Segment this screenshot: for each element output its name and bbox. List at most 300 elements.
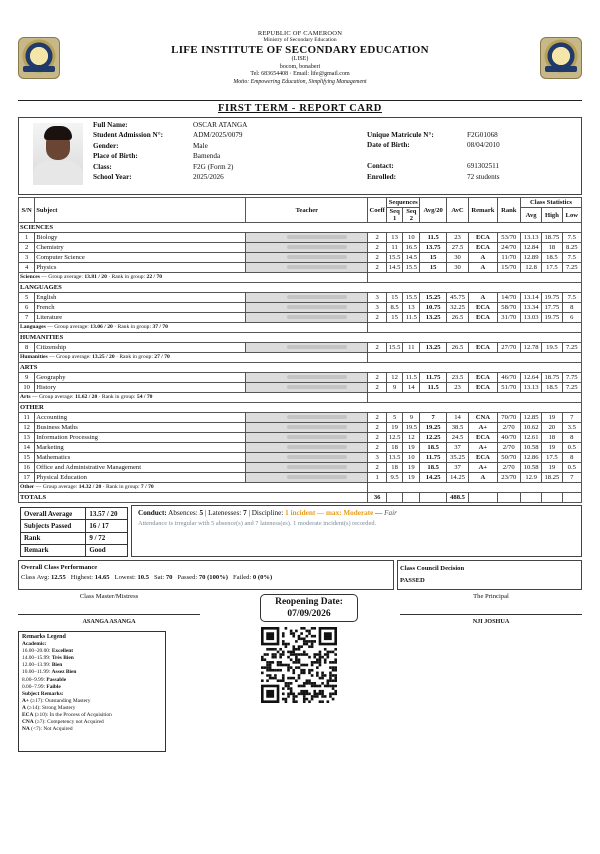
- class-high: 18: [542, 433, 562, 443]
- rank: 70/70: [497, 413, 520, 423]
- remark: ECA: [469, 453, 497, 463]
- rank: 2/70: [497, 423, 520, 433]
- seq1: 9.5: [386, 473, 402, 483]
- student-left-row: [93, 172, 247, 182]
- class-high: 18.75: [542, 373, 562, 383]
- legend-academic-item: 8.00–9.99: Passable: [22, 676, 67, 683]
- avg20: 11.5: [420, 233, 446, 243]
- sn: 17: [19, 473, 35, 483]
- class-avg: 13.13: [520, 233, 541, 243]
- seq2: 16.5: [403, 243, 420, 253]
- coeff: 1: [368, 473, 387, 483]
- rank: 31/70: [497, 313, 520, 323]
- col-seq2: Seq 2: [403, 208, 420, 223]
- teacher-name-redacted: [246, 313, 368, 323]
- legend-subject-title: Subject Remarks:: [22, 690, 64, 697]
- teacher-name-redacted: [246, 443, 368, 453]
- avc: 14: [446, 413, 468, 423]
- seq2: 19: [403, 463, 420, 473]
- seq2: 19: [403, 473, 420, 483]
- group-average-value: 13.81 / 20: [84, 274, 107, 280]
- col-sn: S/N: [19, 198, 35, 223]
- sn: 13: [19, 433, 35, 443]
- coeff: 2: [368, 423, 387, 433]
- subject-name: Office and Administrative Management: [35, 463, 246, 473]
- class-high-value: 14.65: [94, 574, 110, 581]
- class-high: 17.75: [542, 303, 562, 313]
- seq1: 15.5: [386, 343, 402, 353]
- summary-value: 16 / 17: [86, 520, 128, 532]
- col-rank: Rank: [497, 198, 520, 223]
- sn: 14: [19, 443, 35, 453]
- avc: 35.25: [446, 453, 468, 463]
- report-title: FIRST TERM - REPORT CARD: [218, 103, 382, 114]
- student-right-row: [367, 151, 500, 161]
- group-rank-value: 27 / 70: [154, 354, 170, 360]
- school-logo-left: [18, 37, 60, 79]
- subject-row: [19, 463, 582, 473]
- principal-name: NJI JOSHUA: [472, 618, 510, 625]
- legend-subject-item: A+ (≥17): Outstanding Mastery: [22, 697, 91, 704]
- subject-row: [19, 303, 582, 313]
- subject-name: Geography: [35, 373, 246, 383]
- group-summary-label: Arts: [20, 394, 31, 400]
- summary-row: [21, 508, 128, 520]
- rank: 2/70: [497, 443, 520, 453]
- col-stat-low: Low: [562, 208, 581, 223]
- remark: ECA: [469, 233, 497, 243]
- student-left-value: ADM/2025/0079: [193, 131, 243, 140]
- avg20: 7: [420, 413, 446, 423]
- principal-title: The Principal: [473, 593, 509, 600]
- class-low: 7.5: [562, 293, 581, 303]
- seq1: 5: [386, 413, 402, 423]
- summary-key: Rank: [21, 532, 86, 544]
- seq1: 19: [386, 423, 402, 433]
- class-low: 7.25: [562, 263, 581, 273]
- seq1: 18: [386, 463, 402, 473]
- group-summary-row: [19, 273, 582, 283]
- class-low: 7.5: [562, 253, 581, 263]
- group-name: LANGUAGES: [19, 283, 582, 293]
- avg20: 10.75: [420, 303, 446, 313]
- teacher-name-redacted: [246, 303, 368, 313]
- class-avg: 12.61: [520, 433, 541, 443]
- class-avg: 10.58: [520, 463, 541, 473]
- avg20: 11.75: [420, 453, 446, 463]
- seq1: 11: [386, 243, 402, 253]
- class-low: 7.25: [562, 383, 581, 393]
- sn: 11: [19, 413, 35, 423]
- subject-row: [19, 343, 582, 353]
- subject-name: Physical Education: [35, 473, 246, 483]
- rank: 40/70: [497, 433, 520, 443]
- class-performance-title: Overall Class Performance: [21, 564, 98, 571]
- group-header-row: [19, 333, 582, 343]
- remark: A+: [469, 443, 497, 453]
- coeff: 2: [368, 373, 387, 383]
- student-left-row: [93, 141, 247, 151]
- republic-text: REPUBLIC OF CAMEROON: [257, 30, 343, 37]
- subject-row: [19, 413, 582, 423]
- student-left-row: [93, 162, 247, 172]
- class-low: 0.5: [562, 463, 581, 473]
- class-master-title: Class Master/Mistress: [79, 593, 139, 600]
- class-avg: 13.34: [520, 303, 541, 313]
- student-left-key: Class:: [93, 162, 112, 171]
- student-right-row: [367, 130, 500, 140]
- class-avg: 12.84: [520, 243, 541, 253]
- class-master-signature: [18, 593, 200, 625]
- subject-row: [19, 443, 582, 453]
- seq2: 12: [403, 433, 420, 443]
- seq2: 19: [403, 443, 420, 453]
- teacher-name-redacted: [246, 243, 368, 253]
- subject-name: Biology: [35, 233, 246, 243]
- remark: ECA: [469, 303, 497, 313]
- reopening-date: 07/09/2026: [287, 609, 331, 619]
- group-average-value: 11.62 / 20: [75, 394, 98, 400]
- coeff: 2: [368, 243, 387, 253]
- seq1: 8.5: [386, 303, 402, 313]
- sn: 5: [19, 293, 35, 303]
- class-council-box: [397, 560, 582, 590]
- sn: 16: [19, 463, 35, 473]
- seq1: 13: [386, 233, 402, 243]
- seq1: 15.5: [386, 253, 402, 263]
- summary-row: [21, 544, 128, 556]
- class-avg: 12.78: [520, 343, 541, 353]
- class-avg: 10.58: [520, 443, 541, 453]
- group-summary: Other — Group average: 14.32 / 20 · Rank in group: 7 / 70: [19, 483, 368, 493]
- student-right-key: Unique Matricule N°:: [367, 131, 434, 139]
- student-right-value: F2G01068: [467, 131, 498, 139]
- subject-name: Chemistry: [35, 243, 246, 253]
- subject-name: Computer Science: [35, 253, 246, 263]
- attendance-note: Attendance is irregular with 5 absence(s) and 7 lateness(es). 1 moderate incident(s) recorded.: [138, 520, 377, 527]
- avc: 27.5: [446, 243, 468, 253]
- remark: A: [469, 253, 497, 263]
- coeff: 2: [368, 253, 387, 263]
- legend-title: Remarks Legend: [22, 634, 66, 640]
- class-avg: 12.89: [520, 253, 541, 263]
- avc: 37: [446, 463, 468, 473]
- totals-avc: 488.5: [446, 493, 468, 503]
- rank: 2/70: [497, 463, 520, 473]
- class-avg: 12.85: [520, 413, 541, 423]
- school-name: LIFE INSTITUTE OF SECONDARY EDUCATION: [171, 44, 429, 56]
- rank: 53/70: [497, 233, 520, 243]
- reopening-label: Reopening Date:: [275, 597, 343, 607]
- class-master-name: ASANGA ASANGA: [82, 618, 136, 625]
- class-high: 19: [542, 413, 562, 423]
- teacher-name-redacted: [246, 233, 368, 243]
- avg20: 13.75: [420, 243, 446, 253]
- subject-name: English: [35, 293, 246, 303]
- sn: 8: [19, 343, 35, 353]
- class-low: 7: [562, 413, 581, 423]
- student-left-row: [93, 130, 247, 140]
- teacher-name-redacted: [246, 463, 368, 473]
- student-left-key: Place of Birth:: [93, 152, 138, 161]
- coeff: 2: [368, 263, 387, 273]
- group-rank-value: 37 / 70: [152, 324, 168, 330]
- group-average-value: 14.32 / 20: [78, 484, 102, 490]
- group-name: SCIENCES: [19, 223, 582, 233]
- group-name: OTHER: [19, 403, 582, 413]
- sn: 12: [19, 423, 35, 433]
- seq1: 12: [386, 373, 402, 383]
- class-avg: 12.64: [520, 373, 541, 383]
- avg20: 15: [420, 253, 446, 263]
- subject-row: [19, 433, 582, 443]
- remark: A: [469, 473, 497, 483]
- class-high: 19.75: [542, 313, 562, 323]
- remarks-legend: [18, 631, 166, 752]
- coeff: 3: [368, 453, 387, 463]
- school-logo-right: [540, 37, 582, 79]
- group-summary: Humanities — Group average: 13.25 / 20 · Rank in group: 27 / 70: [19, 353, 368, 363]
- legend-academic-item: 10.00–11.99: Assez Bien: [22, 669, 77, 676]
- class-sat-value: 70: [165, 574, 173, 581]
- signature-section: [18, 593, 582, 771]
- coeff: 2: [368, 443, 387, 453]
- student-left-key: Full Name:: [93, 121, 128, 129]
- rank: 27/70: [497, 343, 520, 353]
- seq2: 11.5: [403, 313, 420, 323]
- class-low: 8: [562, 303, 581, 313]
- coeff: 2: [368, 433, 387, 443]
- class-high: 17.5: [542, 263, 562, 273]
- student-right-value: 691302511: [467, 162, 500, 171]
- council-title: Class Council Decision: [400, 565, 465, 572]
- coeff: 2: [368, 463, 387, 473]
- avg20: 18.5: [420, 463, 446, 473]
- group-header-row: [19, 403, 582, 413]
- class-avg: 12.86: [520, 453, 541, 463]
- class-avg: 13.14: [520, 293, 541, 303]
- group-rank-value: 54 / 70: [136, 394, 153, 400]
- class-high: 19: [542, 443, 562, 453]
- legend-academic-item: 12.00–13.99: Bien: [22, 662, 63, 669]
- sn: 3: [19, 253, 35, 263]
- avg20: 13.25: [420, 343, 446, 353]
- seq2: 14: [403, 383, 420, 393]
- seq1: 12.5: [386, 433, 402, 443]
- subject-name: Information Processing: [35, 433, 246, 443]
- legend-subject-item: A (≥14): Strong Mastery: [22, 704, 76, 711]
- legend-subject-item: CNA (≥7): Competency not Acquired: [22, 719, 104, 726]
- conduct-label: Conduct:: [138, 509, 167, 517]
- class-low-value: 10.5: [137, 574, 149, 581]
- coeff: 3: [368, 293, 387, 303]
- seq1: 14.5: [386, 263, 402, 273]
- sn: 1: [19, 233, 35, 243]
- lateness-label: Latenesses:: [208, 509, 242, 517]
- council-decision: PASSED: [400, 577, 425, 584]
- school-motto: Motto: Empowering Education, Simplifying Management: [233, 78, 367, 85]
- class-high: 18.75: [542, 233, 562, 243]
- seq1: 18: [386, 443, 402, 453]
- subject-name: Citizenship: [35, 343, 246, 353]
- school-header: [18, 30, 582, 98]
- seq2: 13: [403, 303, 420, 313]
- class-performance-line: Class Avg: 12.55 Highest: 14.65 Lowest: 10.5 Sat: 70 Passed: 70 (100%) Failed: 0 (0%): [21, 574, 273, 581]
- class-high: 18.5: [542, 383, 562, 393]
- rank: 50/70: [497, 453, 520, 463]
- remark: A: [469, 263, 497, 273]
- teacher-name-redacted: [246, 383, 368, 393]
- avg20: 15: [420, 263, 446, 273]
- rank: 46/70: [497, 373, 520, 383]
- coeff: 2: [368, 343, 387, 353]
- subject-name: Physics: [35, 263, 246, 273]
- seq1: 9: [386, 383, 402, 393]
- sn: 7: [19, 313, 35, 323]
- incident-value: 1 incident — max: Moderate: [285, 509, 374, 517]
- sn: 6: [19, 303, 35, 313]
- remark: ECA: [469, 243, 497, 253]
- teacher-name-redacted: [246, 373, 368, 383]
- summary-value: Good: [86, 544, 128, 556]
- subject-name: Business Maths: [35, 423, 246, 433]
- remark: ECA: [469, 373, 497, 383]
- student-details-left: [93, 120, 247, 182]
- seq1: 15: [386, 313, 402, 323]
- avc: 32.25: [446, 303, 468, 313]
- student-left-value: 2025/2026: [193, 173, 224, 182]
- student-left-value: OSCAR ATANGA: [193, 121, 248, 129]
- subject-row: [19, 293, 582, 303]
- remark: ECA: [469, 433, 497, 443]
- subject-row: [19, 313, 582, 323]
- group-summary: Languages — Group average: 13.06 / 20 · Rank in group: 37 / 70: [19, 323, 368, 333]
- avc: 14.25: [446, 473, 468, 483]
- absences-label: Absences:: [168, 509, 198, 517]
- class-avg: 12.9: [520, 473, 541, 483]
- subject-row: [19, 453, 582, 463]
- col-remark: Remark: [469, 198, 497, 223]
- group-summary-label: Humanities: [20, 354, 48, 360]
- rank: 23/70: [497, 473, 520, 483]
- group-rank-value: 22 / 70: [146, 274, 163, 280]
- sn: 10: [19, 383, 35, 393]
- avc: 38.5: [446, 423, 468, 433]
- student-left-key: Gender:: [93, 141, 119, 150]
- teacher-name-redacted: [246, 263, 368, 273]
- remark: ECA: [469, 343, 497, 353]
- discipline-label: Discipline:: [251, 509, 284, 517]
- seq2: 10: [403, 453, 420, 463]
- reopening-date-box: [260, 594, 358, 622]
- student-right-row: [367, 161, 500, 171]
- class-low: 7: [562, 473, 581, 483]
- class-high: 19: [542, 463, 562, 473]
- lateness-value: 7: [243, 509, 247, 517]
- class-low: 3.5: [562, 423, 581, 433]
- class-low: 6: [562, 313, 581, 323]
- group-average-value: 13.25 / 20: [92, 354, 115, 360]
- seq2: 14.5: [403, 253, 420, 263]
- subject-name: Literature: [35, 313, 246, 323]
- legend-academic-item: 16.00–20.00: Excellent: [22, 648, 74, 655]
- teacher-name-redacted: [246, 453, 368, 463]
- subject-row: [19, 473, 582, 483]
- coeff: 2: [368, 313, 387, 323]
- seq2: 11: [403, 343, 420, 353]
- class-low: 7.75: [562, 373, 581, 383]
- rank: 14/70: [497, 293, 520, 303]
- group-summary-row: [19, 483, 582, 493]
- avc: 30: [446, 253, 468, 263]
- seq2: 15.5: [403, 293, 420, 303]
- group-summary: Arts — Group average: 11.62 / 20 · Rank in group: 54 / 70: [19, 393, 368, 403]
- group-summary-row: [19, 323, 582, 333]
- subject-row: [19, 263, 582, 273]
- class-avg: 12.8: [520, 263, 541, 273]
- avc: 26.5: [446, 343, 468, 353]
- class-performance-box: [18, 560, 394, 590]
- sn: 15: [19, 453, 35, 463]
- totals-row: [19, 493, 582, 503]
- group-rank-value: 7 / 70: [140, 484, 154, 490]
- col-seq1: Seq 1: [386, 208, 402, 223]
- avc: 23.5: [446, 373, 468, 383]
- subject-row: [19, 423, 582, 433]
- legend-subject-item: ECA (≥10): In the Process of Acquisition: [22, 712, 112, 719]
- group-summary-label: Other: [20, 484, 35, 490]
- class-passed-value: 70 (100%): [198, 574, 228, 581]
- coeff: 2: [368, 413, 387, 423]
- coeff: 2: [368, 383, 387, 393]
- subject-name: French: [35, 303, 246, 313]
- totals-label: TOTALS: [19, 493, 368, 503]
- principal-signature: [400, 593, 582, 625]
- group-header-row: [19, 223, 582, 233]
- subject-row: [19, 253, 582, 263]
- student-left-row: [93, 120, 247, 130]
- class-high: 19.75: [542, 293, 562, 303]
- rank: 15/70: [497, 263, 520, 273]
- subject-name: History: [35, 383, 246, 393]
- sn: 9: [19, 373, 35, 383]
- teacher-name-redacted: [246, 473, 368, 483]
- summary-key: Remark: [21, 544, 86, 556]
- student-left-value: Bamenda: [193, 152, 221, 161]
- student-right-row: [367, 140, 500, 150]
- conduct-box: Conduct: Absences: 5 | Latenesses: 7 | Discipline: 1 incident — max: Moderate — Fair Attendance is irregular with 5 absence(s) and 7 lateness(es). 1 moderate incident(s) recorded.: [131, 505, 582, 557]
- avc: 37: [446, 443, 468, 453]
- group-summary-row: [19, 393, 582, 403]
- rank: 58/70: [497, 303, 520, 313]
- student-left-key: School Year:: [93, 173, 132, 182]
- student-left-key: Student Admission N°:: [93, 131, 163, 140]
- subject-name: Marketing: [35, 443, 246, 453]
- seq1: 15: [386, 293, 402, 303]
- col-avg20: Avg/20: [420, 198, 446, 223]
- teacher-name-redacted: [246, 423, 368, 433]
- subject-name: Accounting: [35, 413, 246, 423]
- legend-subject-item: NA (<7): Not Acquired: [22, 726, 73, 733]
- avg20: 19.25: [420, 423, 446, 433]
- student-details-right: [367, 130, 500, 182]
- avc: 26.5: [446, 313, 468, 323]
- teacher-name-redacted: [246, 433, 368, 443]
- class-high: 18.5: [542, 253, 562, 263]
- avg20: 18.5: [420, 443, 446, 453]
- class-avg-value: 12.55: [50, 574, 66, 581]
- col-stat-high: High: [542, 208, 562, 223]
